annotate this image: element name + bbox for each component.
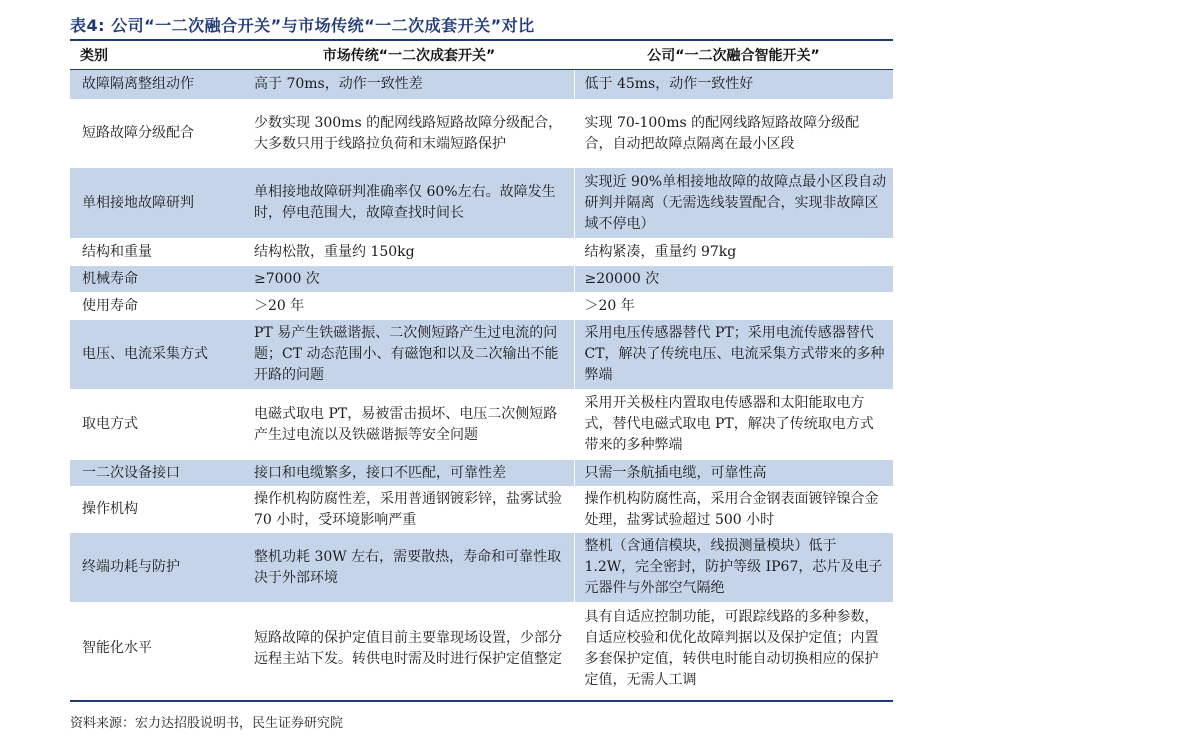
table-header-row [70, 41, 893, 70]
table-row [70, 266, 893, 293]
table-row [70, 320, 893, 390]
table-row [70, 239, 893, 266]
row-category: 短路故障分级配合 [70, 100, 244, 168]
row-category: 单相接地故障研判 [70, 168, 244, 239]
row-company: 操作机构防腐性高，采用合金钢表面镀锌镍合金处理，盐雾试验超过 500 小时 [574, 487, 893, 533]
row-company: 只需一条航插电缆，可靠性高 [574, 460, 893, 487]
row-company: 低于 45ms，动作一致性好 [574, 70, 893, 100]
table-row [70, 168, 893, 239]
table-row [70, 603, 893, 695]
row-market: 操作机构防腐性差，采用普通钢镀彩锌，盐雾试验 70 小时，受环境影响严重 [244, 487, 574, 533]
header-company: 公司“一二次融合智能开关” [574, 41, 893, 70]
row-market: 电磁式取电 PT，易被雷击损坏、电压二次侧短路产生过电流以及铁磁谐振等安全问题 [244, 390, 574, 460]
row-category: 结构和重量 [70, 239, 244, 266]
table-row [70, 533, 893, 603]
row-company: 具有自适应控制功能，可跟踪线路的多种参数，自适应校验和优化故障判据以及保护定值；内置多套保护定值，转供电时能自动切换相应的保护定值，无需人工调 [574, 603, 893, 695]
row-category: 智能化水平 [70, 603, 244, 695]
row-company: ＞20 年 [574, 293, 893, 320]
row-market: ＞20 年 [244, 293, 574, 320]
row-market: 短路故障的保护定值目前主要靠现场设置，少部分远程主站下发。转供电时需及时进行保护定值整定 [244, 603, 574, 695]
row-category: 使用寿命 [70, 293, 244, 320]
row-category: 取电方式 [70, 390, 244, 460]
row-market: 结构松散，重量约 150kg [244, 239, 574, 266]
bottom-rule [70, 700, 893, 702]
row-category: 终端功耗与防护 [70, 533, 244, 603]
table-title: 表4: 公司“一二次融合开关”与市场传统“一二次成套开关”对比 [70, 16, 535, 35]
row-company: 结构紧凑，重量约 97kg [574, 239, 893, 266]
table-row [70, 487, 893, 533]
row-category: 一二次设备接口 [70, 460, 244, 487]
row-market: 高于 70ms，动作一致性差 [244, 70, 574, 100]
table-row [70, 390, 893, 460]
row-market: 少数实现 300ms 的配网线路短路故障分级配合，大多数只用于线路拉负荷和末端短路保护 [244, 100, 574, 168]
row-category: 电压、电流采集方式 [70, 320, 244, 390]
row-market: 接口和电缆繁多，接口不匹配，可靠性差 [244, 460, 574, 487]
table-row [70, 460, 893, 487]
row-company: 采用电压传感器替代 PT；采用电流传感器替代 CT，解决了传统电压、电流采集方式带来的多种弊端 [574, 320, 893, 390]
row-market: 单相接地故障研判准确率仅 60%左右。故障发生时，停电范围大，故障查找时间长 [244, 168, 574, 239]
row-category: 故障隔离整组动作 [70, 70, 244, 100]
table-row [70, 293, 893, 320]
row-market: PT 易产生铁磁谐振、二次侧短路产生过电流的问题；CT 动态范围小、有磁饱和以及二次输出不能开路的问题 [244, 320, 574, 390]
table-row [70, 100, 893, 168]
row-company: 采用开关极柱内置取电传感器和太阳能取电方式，替代电磁式取电 PT，解决了传统取电方式带来的多种弊端 [574, 390, 893, 460]
row-category: 操作机构 [70, 487, 244, 533]
row-category: 机械寿命 [70, 266, 244, 293]
row-market: 整机功耗 30W 左右，需要散热，寿命和可靠性取决于外部环境 [244, 533, 574, 603]
header-category: 类别 [70, 41, 244, 70]
row-company: 实现近 90%单相接地故障的故障点最小区段自动研判并隔离（无需选线装置配合，实现非故障区域不停电） [574, 168, 893, 239]
header-market: 市场传统“一二次成套开关” [244, 41, 574, 70]
row-market: ≥7000 次 [244, 266, 574, 293]
row-company: ≥20000 次 [574, 266, 893, 293]
source-note: 资料来源：宏力达招股说明书，民生证券研究院 [70, 716, 344, 731]
table-row [70, 70, 893, 100]
row-company: 实现 70-100ms 的配网线路短路故障分级配合，自动把故障点隔离在最小区段 [574, 100, 893, 168]
comparison-table [70, 41, 893, 695]
row-company: 整机（含通信模块，线损测量模块）低于 1.2W，完全密封，防护等级 IP67，芯片及电子元器件与外部空气隔绝 [574, 533, 893, 603]
